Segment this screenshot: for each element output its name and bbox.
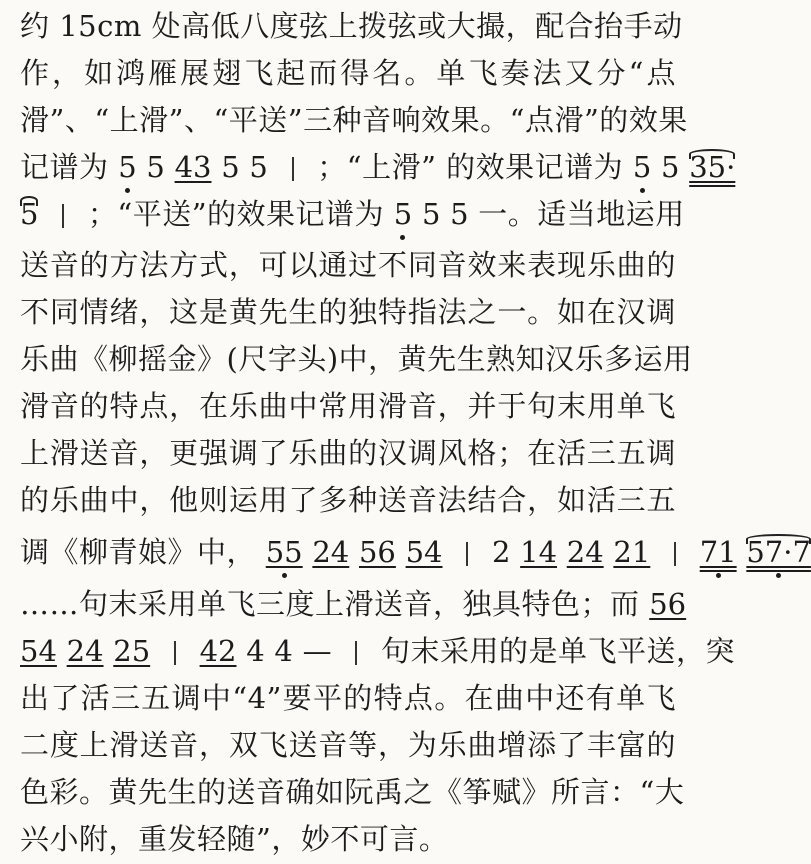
note-5-low: 5 xyxy=(118,147,136,187)
note-42: 42 xyxy=(199,634,237,668)
bar-line-6 xyxy=(355,641,357,665)
text-line-18: 兴小附，重发轻随”，妙不可言。 xyxy=(20,822,449,856)
note-71: 71 xyxy=(700,532,737,572)
text-line-13 xyxy=(20,584,687,624)
text-line-12-notation xyxy=(20,532,811,572)
note-54: 54 xyxy=(405,535,443,569)
line4-text-b: ；“上滑” 的效果记谱为 xyxy=(317,150,624,184)
note-4b: 4 xyxy=(274,634,293,668)
text-line-8: 乐曲《柳摇金》(尺字头)中，黄先生熟知汉乐多运用 xyxy=(20,342,693,376)
note-24: 24 xyxy=(312,535,350,569)
note-43: 43 xyxy=(174,150,212,184)
note-5c: 5 xyxy=(249,150,268,184)
note-2: 2 xyxy=(491,535,511,569)
line5-text-a: ；“平送”的效果记谱为 xyxy=(87,197,385,231)
note-55: 55 xyxy=(266,532,303,572)
text-line-4-notation xyxy=(20,147,736,187)
line5-text-b: 一。适当地运用 xyxy=(478,197,685,231)
note-56: 56 xyxy=(358,535,396,569)
note-25: 25 xyxy=(113,634,151,668)
bar-line-3 xyxy=(466,542,468,566)
line14-text: 句末采用的是单飞平送，突 xyxy=(381,634,736,668)
note-54b: 54 xyxy=(20,634,57,668)
note-5b: 5 xyxy=(221,150,240,184)
note-24b: 24 xyxy=(566,535,604,569)
text-line-16: 二度上滑送音，双飞送音等，为乐曲增添了丰富的 xyxy=(20,728,676,762)
text-line-1: 约 15cm 处高低八度弦上拨弦或大撮，配合抬手动 xyxy=(20,9,683,43)
text-line-2: 作，如鸿雁展翅飞起而得名。单飞奏法又分“点 xyxy=(20,56,676,90)
bar-line-2 xyxy=(62,204,64,228)
note-14: 14 xyxy=(520,535,558,569)
text-line-9: 滑音的特点，在乐曲中常用滑音，并于句末用单飞 xyxy=(20,389,676,423)
text-line-17: 色彩。黄先生的送音确如阮禹之《筝赋》所言：“大 xyxy=(20,775,685,809)
text-line-15: 出了活三五调中“4”要平的特点。在曲中还有单飞 xyxy=(20,681,676,715)
note-57-7: 57·7 xyxy=(746,532,811,572)
text-line-11: 的乐曲中，他则运用了多种送音法结合，如活三五 xyxy=(20,483,676,517)
note-4: 4 xyxy=(246,634,265,668)
note-5-low-3: 5 xyxy=(394,194,412,234)
note-5: 5 xyxy=(146,150,165,184)
bar-line xyxy=(292,157,294,181)
note-5-low-2: 5 xyxy=(633,147,651,187)
note-24c: 24 xyxy=(66,634,104,668)
line4-text-a: 记谱为 xyxy=(20,150,109,184)
bar-line-5 xyxy=(174,641,176,665)
text-line-10: 上滑送音，更强调了乐曲的汉调风格；在活三五调 xyxy=(20,436,676,470)
note-5f: 5 xyxy=(450,197,469,231)
note-5-tied: 5 xyxy=(20,194,38,234)
note-35-tied: 35· xyxy=(689,147,735,187)
bar-line-4 xyxy=(674,542,676,566)
text-line-6: 送音的方法方式，可以通过不同音效来表现乐曲的 xyxy=(20,248,676,282)
text-line-5-notation xyxy=(20,194,685,234)
note-5e: 5 xyxy=(421,197,441,231)
note-5d: 5 xyxy=(661,150,680,184)
line12-text: 调《柳青娘》中， xyxy=(20,535,257,569)
note-dash: — xyxy=(302,634,332,668)
line13-text: ……句末采用单飞三度上滑送音，独具特色；而 xyxy=(20,587,640,621)
text-line-3: 滑”、“上滑”、“平送”三种音响效果。“点滑”的效果 xyxy=(20,103,688,137)
text-line-7: 不同情绪，这是黄先生的独特指法之一。如在汉调 xyxy=(20,295,676,329)
note-21: 21 xyxy=(613,535,651,569)
text-line-14-notation xyxy=(20,631,736,671)
note-56b: 56 xyxy=(649,587,687,621)
